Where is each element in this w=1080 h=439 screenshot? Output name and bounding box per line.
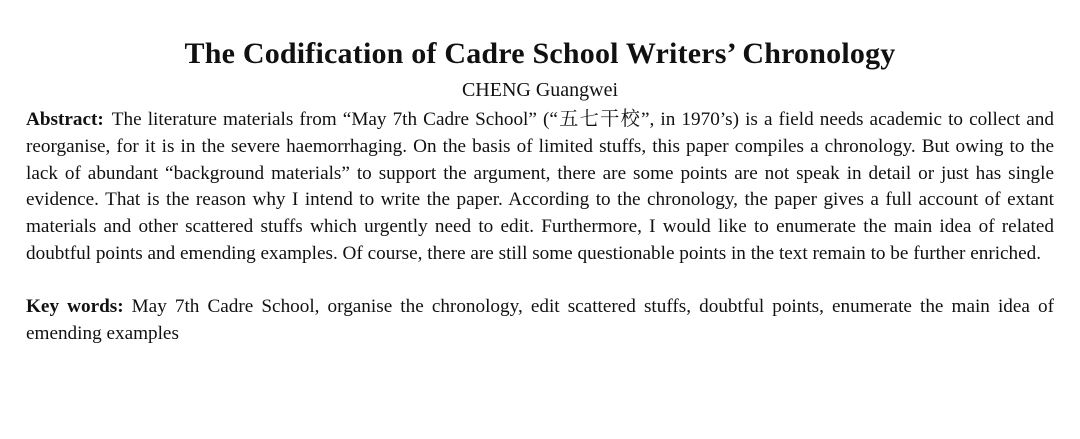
keywords-text: May 7th Cadre School, organise the chronology, edit scattered stuffs, doubtful points, enumerate the main idea of emending examples <box>26 295 1054 344</box>
keywords-label: Key words: <box>26 295 124 317</box>
abstract-text: The literature materials from “May 7th Cadre School” (“五七干校”, in 1970’s) is a field needs academic to collect and reorganise, for it is in the severe haemorrhaging. On the basis of limited stuffs, this paper compiles a chronology. But owing to the lack of abundant “background materials” to support the argument, there are some points are not speak in detail or just has single evidence. That is the reason why I intend to write the paper. According to the chronology, the paper gives a full account of extant materials and other scattered stuffs which urgently need to edit. Furthermore, I would like to enumerate the main idea of related doubtful points and emending examples. Of course, there are still some questionable points in the text remain to be further enriched. <box>26 109 1054 264</box>
author-name: CHENG Guangwei <box>461 79 619 101</box>
abstract-paragraph <box>26 107 1054 268</box>
keywords-paragraph <box>26 294 1054 348</box>
paper-title: The Codification of Cadre School Writers’ Chronology <box>184 37 896 70</box>
abstract-label: Abstract: <box>26 109 104 130</box>
paper-page <box>26 0 1054 347</box>
